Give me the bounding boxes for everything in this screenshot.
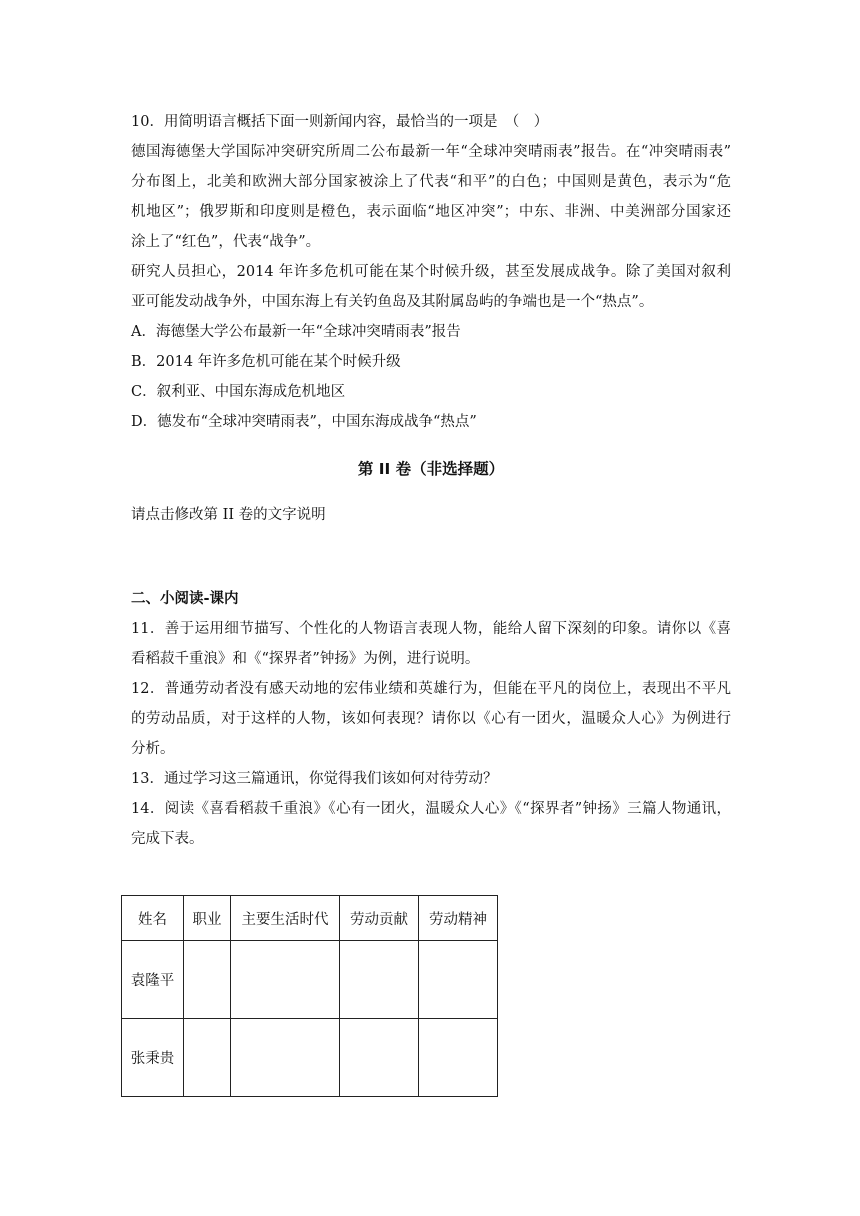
table-header-cell: 姓名 — [122, 896, 184, 941]
option-b: B．2014 年许多危机可能在某个时候升级 — [131, 354, 401, 370]
table-header-cell: 主要生活时代 — [231, 896, 340, 941]
passage-line: 机地区”；俄罗斯和印度则是橙色，表示面临“地区冲突”；中东、非洲、中美洲部分国家还 — [131, 204, 731, 220]
table-cell[interactable] — [231, 941, 340, 1019]
question-11-line: 11．善于运用细节描写、个性化的人物语言表现人物，能给人留下深刻的印象。请你以《喜 — [131, 621, 731, 637]
table-row — [122, 941, 498, 1019]
table-cell[interactable] — [184, 1019, 231, 1097]
spacer — [131, 530, 731, 584]
table-row — [122, 1019, 498, 1097]
table-cell-name: 袁隆平 — [122, 941, 184, 1019]
option-c: C．叙利亚、中国东海成危机地区 — [131, 384, 346, 400]
question-12-line: 分析。 — [131, 741, 175, 757]
passage-line: 德国海德堡大学国际冲突研究所周二公布最新一年“全球冲突晴雨表”报告。在“冲突晴雨表” — [131, 144, 731, 160]
option-a: A．海德堡大学公布最新一年“全球冲突晴雨表”报告 — [131, 324, 461, 340]
table-header-cell: 职业 — [184, 896, 231, 941]
passage-line: 亚可能发动战争外，中国东海上有关钓鱼岛及其附属岛屿的争端也是一个“热点”。 — [131, 294, 654, 310]
question-13: 13．通过学习这三篇通讯，你觉得我们该如何对待劳动？ — [131, 771, 498, 787]
part-2-title: 第 II 卷（非选择题） — [357, 459, 505, 478]
table-cell[interactable] — [340, 941, 419, 1019]
passage-line: 涂上了“红色”，代表“战争”。 — [131, 234, 321, 250]
question-14-line: 14．阅读《喜看稻菽千重浪》《心有一团火，温暖众人心》《“探界者”钟扬》三篇人物通讯， — [131, 801, 731, 817]
question-10-stem: 10．用简明语言概括下面一则新闻内容，最恰当的一项是 （ ） — [131, 114, 549, 130]
table-cell[interactable] — [340, 1019, 419, 1097]
table-header-cell: 劳动精神 — [419, 896, 498, 941]
option-d: D．德发布“全球冲突晴雨表”，中国东海成战争“热点” — [131, 414, 477, 430]
question-14-line: 完成下表。 — [131, 831, 204, 847]
section-2-heading: 二、小阅读-课内 — [131, 591, 239, 607]
document-body — [131, 107, 731, 854]
table-cell[interactable] — [419, 941, 498, 1019]
question-12-line: 的劳动品质，对于这样的人物，该如何表现？请你以《心有一团火，温暖众人心》为例进行 — [131, 711, 731, 727]
table-cell[interactable] — [231, 1019, 340, 1097]
passage-line: 分布图上，北美和欧洲大部分国家被涂上了代表“和平”的白色；中国则是黄色，表示为“危 — [131, 174, 731, 190]
table-cell-name: 张秉贵 — [122, 1019, 184, 1097]
table-cell[interactable] — [184, 941, 231, 1019]
table-cell[interactable] — [419, 1019, 498, 1097]
answer-table — [121, 895, 498, 1097]
table-header-row — [122, 896, 498, 941]
question-12-line: 12．普通劳动者没有感天动地的宏伟业绩和英雄行为，但能在平凡的岗位上，表现出不平凡 — [131, 681, 731, 697]
question-11-line: 看稻菽千重浪》和《“探界者”钟扬》为例，进行说明。 — [131, 651, 480, 667]
table-header-cell: 劳动贡献 — [340, 896, 419, 941]
passage-line: 研究人员担心，2014 年许多危机可能在某个时候升级，甚至发展成战争。除了美国对叙利 — [131, 264, 731, 280]
part-2-note: 请点击修改第 II 卷的文字说明 — [131, 507, 326, 523]
